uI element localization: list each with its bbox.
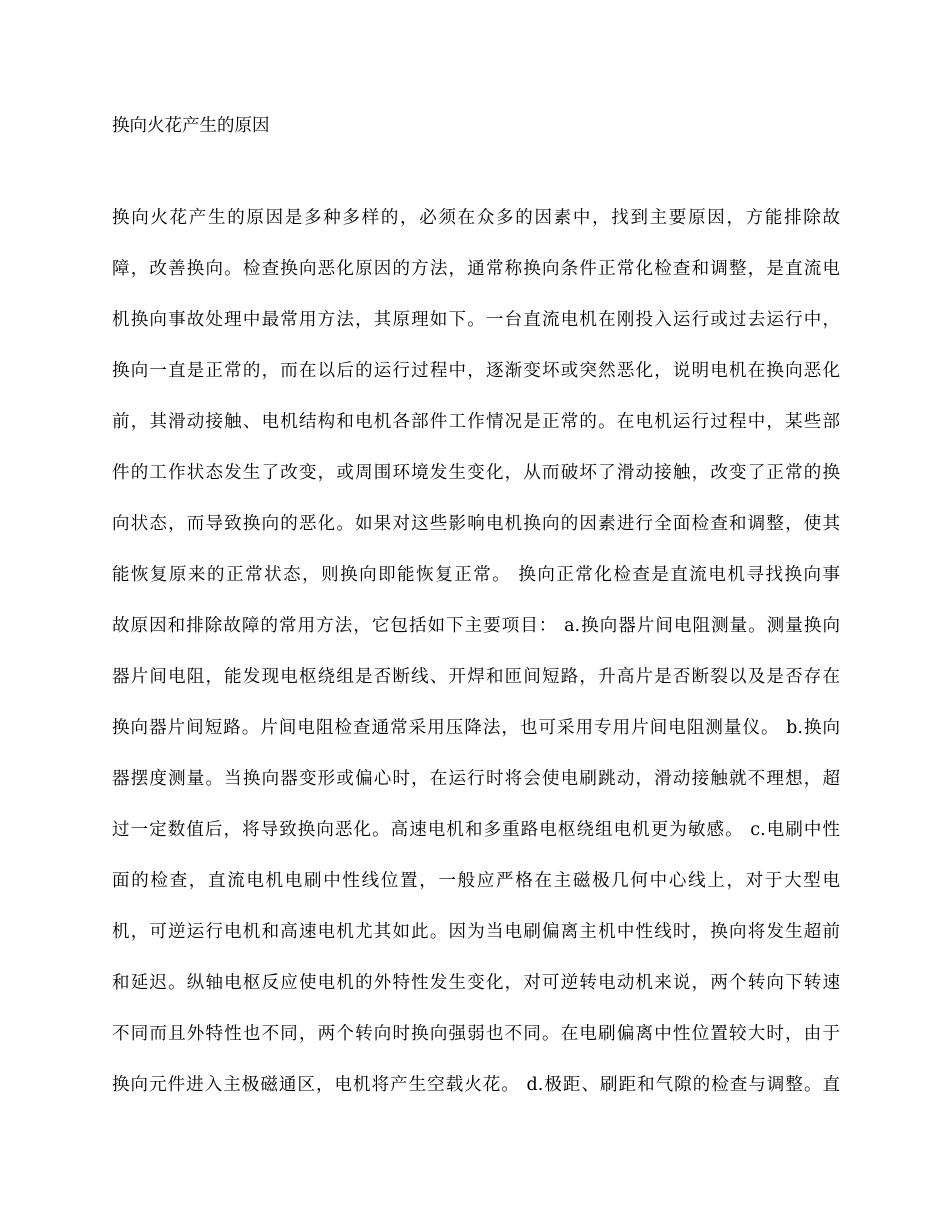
body-line: 换向火花产生的原因是多种多样的，必须在众多的因素中，找到主要原因，方能排除故 (112, 208, 840, 228)
body-line: 障，改善换向。检查换向恶化原因的方法，通常称换向条件正常化检查和调整，是直流电 (112, 259, 840, 279)
body-line: 器片间电阻，能发现电枢绕组是否断线、开焊和匝间短路，升高片是否断裂以及是否存在 (112, 667, 840, 687)
body-line: 能恢复原来的正常状态，则换向即能恢复正常。 换向正常化检查是直流电机寻找换向事 (112, 565, 840, 585)
document-body (112, 205, 840, 1123)
body-line: 和延迟。纵轴电枢反应使电机的外特性发生变化，对可逆转电动机来说，两个转向下转速 (112, 973, 840, 993)
body-line: 前，其滑动接触、电机结构和电机各部件工作情况是正常的。在电机运行过程中，某些部 (112, 412, 840, 432)
body-line: 换向器片间短路。片间电阻检查通常采用压降法，也可采用专用片间电阻测量仪。 b.换向 (112, 718, 840, 738)
body-line: 机换向事故处理中最常用方法，其原理如下。一台直流电机在刚投入运行或过去运行中， (112, 310, 840, 330)
body-line: 换向元件进入主极磁通区，电机将产生空载火花。 d.极距、刷距和气隙的检查与调整。直 (112, 1075, 840, 1095)
body-line: 向状态，而导致换向的恶化。如果对这些影响电机换向的因素进行全面检查和调整，使其 (112, 514, 840, 534)
body-line: 件的工作状态发生了改变，或周围环境发生变化，从而破坏了滑动接触，改变了正常的换 (112, 463, 840, 483)
body-line: 机，可逆运行电机和高速电机尤其如此。因为当电刷偏离主机中性线时，换向将发生超前 (112, 922, 840, 942)
body-line: 不同而且外特性也不同，两个转向时换向强弱也不同。在电刷偏离中性位置较大时，由于 (112, 1024, 840, 1044)
body-line: 过一定数值后，将导致换向恶化。高速电机和多重路电枢绕组电机更为敏感。 c.电刷中性 (112, 820, 840, 840)
document-title: 换向火花产生的原因 (112, 116, 270, 136)
body-line: 器摆度测量。当换向器变形或偏心时，在运行时将会使电刷跳动，滑动接触就不理想，超 (112, 769, 840, 789)
body-line: 面的检查，直流电机电刷中性线位置，一般应严格在主磁极几何中心线上，对于大型电 (112, 871, 840, 891)
body-line: 换向一直是正常的，而在以后的运行过程中，逐渐变坏或突然恶化，说明电机在换向恶化 (112, 361, 840, 381)
body-line: 故原因和排除故障的常用方法，它包括如下主要项目： a.换向器片间电阻测量。测量换向 (112, 616, 840, 636)
